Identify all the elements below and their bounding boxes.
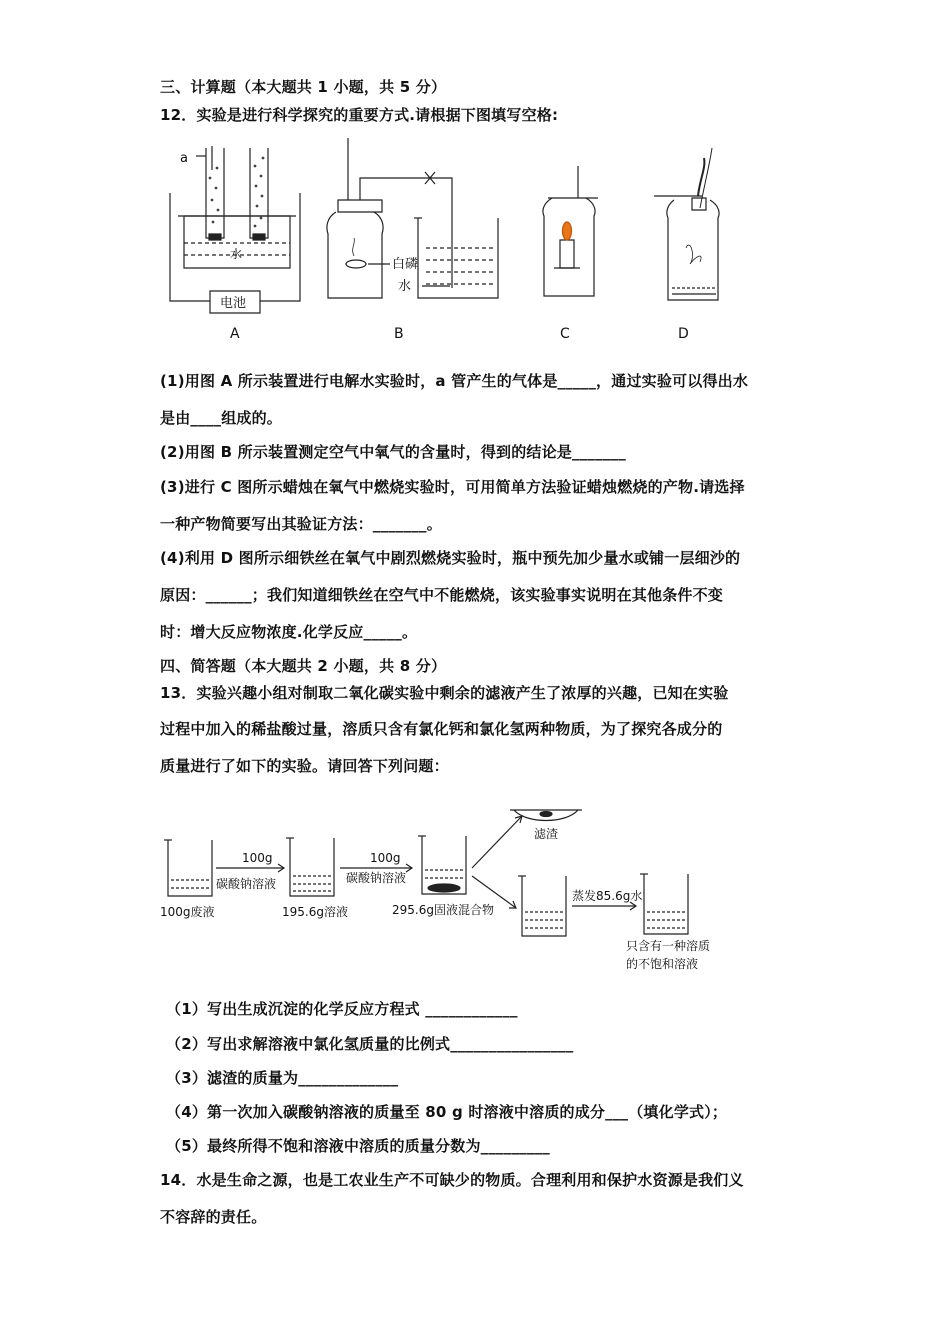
- q12-line: 一种产物简要写出其验证方法：_______。: [160, 515, 442, 533]
- q12-line: (1)用图 A 所示装置进行电解水实验时，a 管产生的气体是_____，通过实验可以得出水: [160, 372, 749, 390]
- q13-subquestion: （5）最终所得不饱和溶液中溶质的质量分数为_________: [166, 1137, 550, 1155]
- label-arrow1-top: 100g: [242, 851, 273, 865]
- q14-line: 14．水是生命之源，也是工农业生产不可缺少的物质。合理利用和保护水资源是我们义: [160, 1171, 744, 1189]
- label-arrow2-bottom: 碳酸钠溶液: [346, 871, 407, 885]
- label-final-2: 的不饱和溶液: [626, 957, 699, 971]
- label-a: a: [180, 151, 188, 166]
- label-battery: 电池: [220, 296, 247, 311]
- q12-line: 是由____组成的。: [160, 409, 283, 427]
- q12-line: (4)利用 D 图所示细铁丝在氧气中剧烈燃烧实验时，瓶中预先加少量水或铺一层细沙的: [160, 549, 741, 567]
- q13-subquestion: （2）写出求解溶液中氯化氢质量的比例式________________: [166, 1035, 574, 1053]
- apparatus-c: [543, 166, 598, 296]
- q13-line: 质量进行了如下的实验。请回答下列问题：: [160, 757, 449, 775]
- label-residue: 滤渣: [534, 827, 559, 841]
- label-beaker2: 195.6g溶液: [282, 905, 348, 919]
- caption-b: B: [394, 326, 404, 342]
- label-white-phosphorus: 白磷: [392, 257, 419, 272]
- caption-a: A: [230, 326, 240, 342]
- q13-line: 过程中加入的稀盐酸过量，溶质只含有氯化钙和氯化氢两种物质，为了探究各成分的: [160, 720, 723, 738]
- q12-line: 时：增大反应物浓度.化学反应_____。: [160, 623, 418, 641]
- label-arrow2-top: 100g: [370, 851, 401, 865]
- beaker-3: [418, 836, 466, 894]
- q13-subquestion: （4）第一次加入碳酸钠溶液的质量至 80 g 时溶液中溶质的成分___（填化学式）；: [166, 1103, 728, 1121]
- caption-c: C: [560, 326, 570, 342]
- q12-figure: [160, 138, 740, 348]
- q12-line: (3)进行 C 图所示蜡烛在氧气中燃烧实验时，可用简单方法验证蜡烛燃烧的产物.请选择: [160, 478, 745, 496]
- q13-line: 13．实验兴趣小组对制取二氧化碳实验中剩余的滤液产生了浓厚的兴趣，已知在实验: [160, 684, 729, 702]
- question-12-stem: 12．实验是进行科学探究的重要方式.请根据下图填写空格:: [160, 106, 559, 124]
- section-heading-3: 三、计算题（本大题共 1 小题，共 5 分）: [160, 78, 447, 96]
- apparatus-b: [327, 138, 498, 298]
- label-beaker1: 100g废液: [160, 905, 215, 919]
- q13-subquestion: （3）滤渣的质量为_____________: [166, 1069, 399, 1087]
- apparatus-a: [170, 146, 300, 313]
- beaker-4: [518, 876, 566, 936]
- q13-subquestion: （1）写出生成沉淀的化学反应方程式 ____________: [166, 1000, 518, 1018]
- apparatus-d: [654, 148, 719, 300]
- q12-line: (2)用图 B 所示装置测定空气中氧气的含量时，得到的结论是_______: [160, 443, 626, 461]
- label-water-b: 水: [398, 279, 412, 294]
- q13-figure: [160, 798, 720, 978]
- label-water-a: 水: [230, 247, 243, 261]
- label-arrow1-bottom: 碳酸钠溶液: [216, 877, 277, 891]
- beaker-2: [286, 838, 334, 896]
- label-beaker3: 295.6g固液混合物: [392, 903, 494, 917]
- section-heading-4: 四、简答题（本大题共 2 小题，共 8 分）: [160, 657, 447, 675]
- q12-line: 原因：______；我们知道细铁丝在空气中不能燃烧，该实验事实说明在其他条件不变: [160, 586, 724, 604]
- beaker-5: [640, 874, 688, 934]
- label-evaporate: 蒸发85.6g水: [572, 889, 643, 903]
- q14-line: 不容辞的责任。: [160, 1208, 267, 1226]
- label-final-1: 只含有一种溶质: [626, 939, 711, 953]
- caption-d: D: [678, 326, 689, 342]
- beaker-1: [164, 840, 212, 896]
